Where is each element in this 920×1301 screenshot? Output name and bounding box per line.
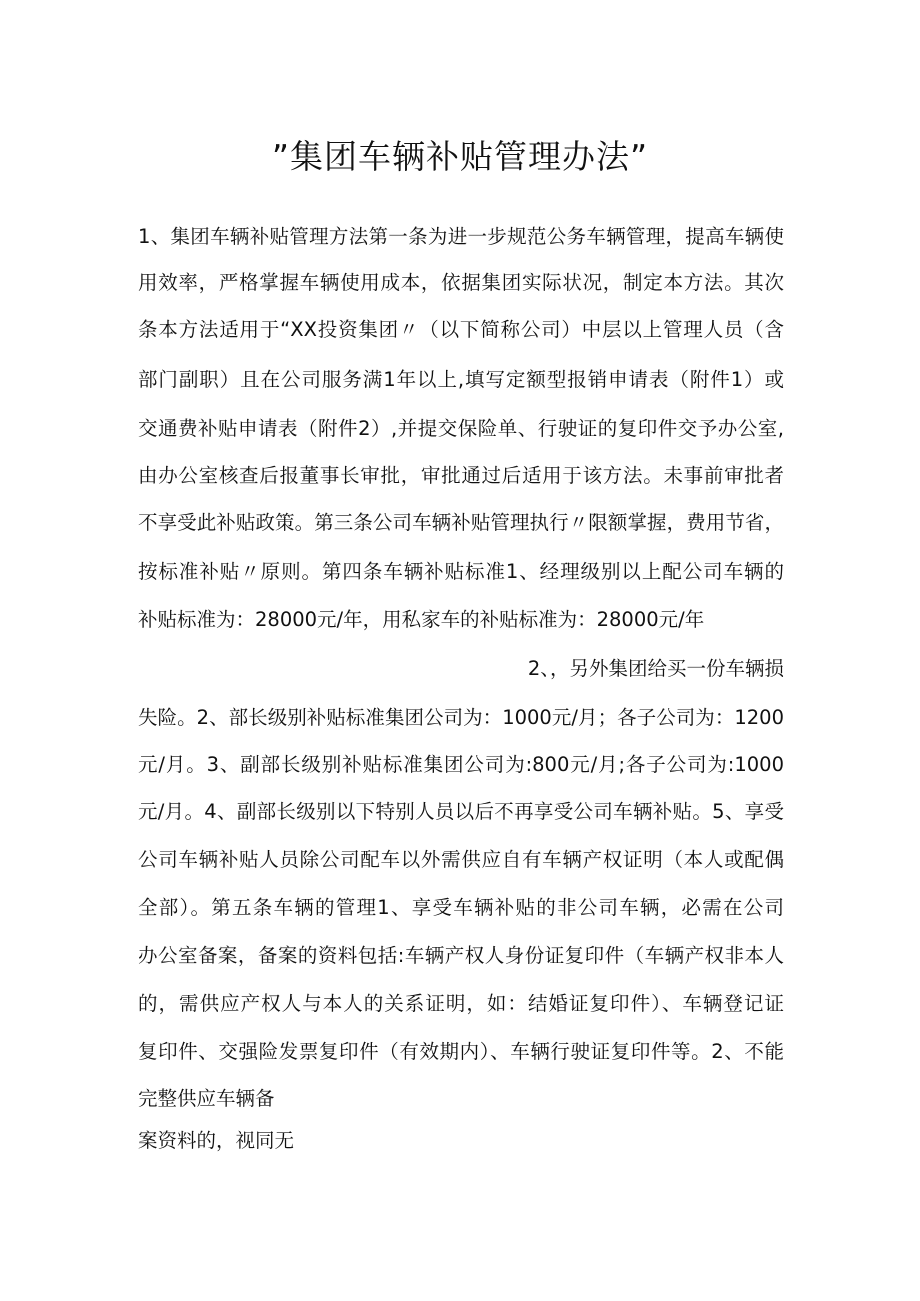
body-line: 元/月。4、副部长级别以下特别人员以后不再享受公司车辆补贴。5、享受 bbox=[138, 800, 784, 823]
body-line: 不享受此补贴政策。第三条公司车辆补贴管理执行〃限额掌握，费用节省， bbox=[138, 511, 784, 534]
body-line: 公司车辆补贴人员除公司配车以外需供应自有车辆产权证明（本人或配偶 bbox=[138, 848, 784, 871]
body-line: 案资料的，视同无 bbox=[138, 1129, 295, 1152]
body-line: 完整供应车辆备 bbox=[138, 1087, 275, 1110]
body-line: 2、，另外集团给买一份车辆损 bbox=[527, 657, 784, 680]
page-title: ”集团车辆补贴管理办法” bbox=[271, 137, 649, 176]
body-line: 元/月。3、副部长级别补贴标准集团公司为:800元/月;各子公司为:1000 bbox=[138, 753, 784, 776]
body-line: 部门副职）且在公司服务满1年以上,填写定额型报销申请表（附件1）或 bbox=[138, 368, 784, 391]
body-line: 补贴标准为：28000元/年，用私家车的补贴标准为：28000元/年 bbox=[138, 608, 705, 631]
body-line: 由办公室核查后报董事长审批，审批通过后适用于该方法。未事前审批者 bbox=[138, 464, 784, 487]
body-line: 条本方法适用于“XX投资集团〃（以下简称公司）中层以上管理人员（含 bbox=[138, 318, 784, 341]
body-line: 失险。2、部长级别补贴标准集团公司为：1000元/月；各子公司为：1200 bbox=[138, 706, 784, 729]
body-line: 用效率，严格掌握车辆使用成本，依据集团实际状况，制定本方法。其次 bbox=[138, 271, 784, 294]
body-line: 1、集团车辆补贴管理方法第一条为进一步规范公务车辆管理，提高车辆使 bbox=[138, 225, 784, 248]
body-line: 复印件、交强险发票复印件（有效期内）、车辆行驶证复印件等。2、不能 bbox=[138, 1040, 784, 1063]
body-line: 办公室备案，备案的资料包括:车辆产权人身份证复印件（车辆产权非本人 bbox=[138, 944, 784, 967]
body-line: 全部）。第五条车辆的管理1、享受车辆补贴的非公司车辆，必需在公司 bbox=[138, 896, 784, 919]
body-line: 交通费补贴申请表（附件2）,并提交保险单、行驶证的复印件交予办公室, bbox=[138, 417, 784, 440]
body-line: 按标准补贴〃原则。第四条车辆补贴标准1、经理级别以上配公司车辆的 bbox=[138, 560, 784, 583]
body-line: 的，需供应产权人与本人的关系证明，如：结婚证复印件）、车辆登记证 bbox=[138, 992, 784, 1015]
